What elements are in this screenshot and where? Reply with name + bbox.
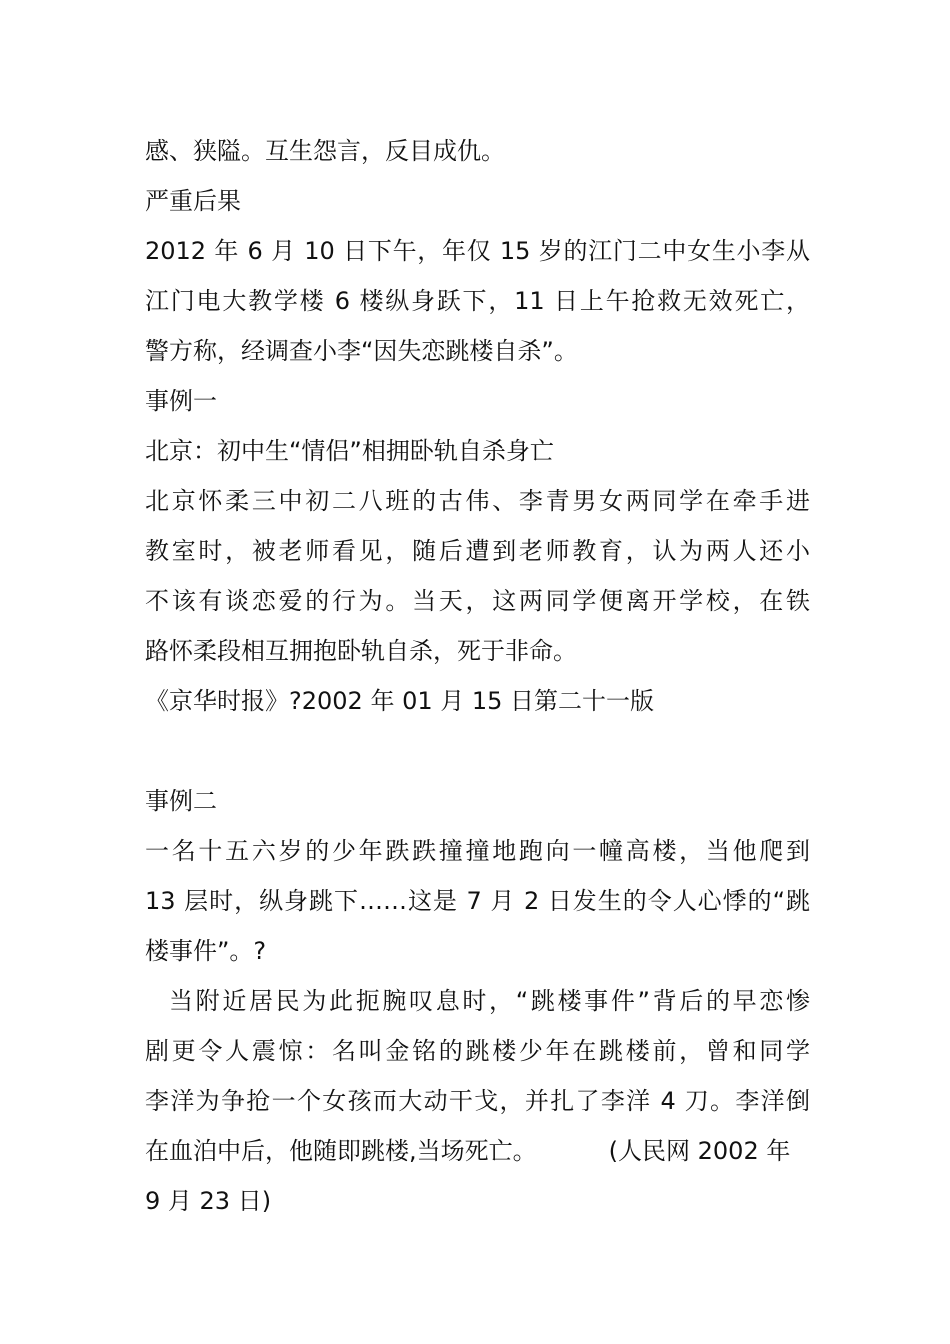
paragraph-line: 警方称，经调查小李“因失恋跳楼自杀”。 <box>145 337 578 365</box>
paragraph-line: 13 层时，纵身跳下……这是 7 月 2 日发生的令人心悸的“跳 <box>145 887 810 915</box>
paragraph-line: 不该有谈恋爱的行为。当天，这两同学便离开学校，在铁 <box>145 587 810 615</box>
paragraph-line: 感、狭隘。互生怨言，反目成仇。 <box>145 137 505 165</box>
paragraph-line: 剧更令人震惊：名叫金铭的跳楼少年在跳楼前，曾和同学 <box>145 1037 810 1065</box>
paragraph-line: 李洋为争抢一个女孩而大动干戈，并扎了李洋 4 刀。李洋倒 <box>145 1087 810 1115</box>
source-citation: (人民网 2002 年 <box>608 1137 791 1165</box>
paragraph-line: 2012 年 6 月 10 日下午，年仅 15 岁的江门二中女生小李从 <box>145 237 810 265</box>
example-title: 北京：初中生“情侣”相拥卧轨自杀身亡 <box>145 437 554 465</box>
paragraph-line <box>145 1126 810 1176</box>
document-page <box>145 126 810 1226</box>
paragraph-line: 江门电大教学楼 6 楼纵身跃下，11 日上午抢救无效死亡， <box>145 287 810 315</box>
paragraph-line: 当附近居民为此扼腕叹息时，“跳楼事件”背后的早恋惨 <box>169 987 810 1015</box>
section-heading: 事例二 <box>145 787 217 815</box>
paragraph-text: 在血泊中后，他随即跳楼,当场死亡。 <box>145 1137 537 1165</box>
paragraph-line: 一名十五六岁的少年跌跌撞撞地跑向一幢高楼，当他爬到 <box>145 837 810 865</box>
source-citation: 《京华时报》?2002 年 01 月 15 日第二十一版 <box>145 687 655 715</box>
paragraph-line: 教室时，被老师看见，随后遭到老师教育，认为两人还小 <box>145 537 810 565</box>
source-citation: 9 月 23 日) <box>145 1187 272 1215</box>
section-heading: 事例一 <box>145 387 217 415</box>
section-heading: 严重后果 <box>145 187 241 215</box>
paragraph-line: 楼事件”。? <box>145 937 267 965</box>
paragraph-line: 北京怀柔三中初二八班的古伟、李青男女两同学在牵手进 <box>145 487 810 515</box>
blank-line <box>145 726 810 776</box>
paragraph-line: 路怀柔段相互拥抱卧轨自杀，死于非命。 <box>145 637 577 665</box>
